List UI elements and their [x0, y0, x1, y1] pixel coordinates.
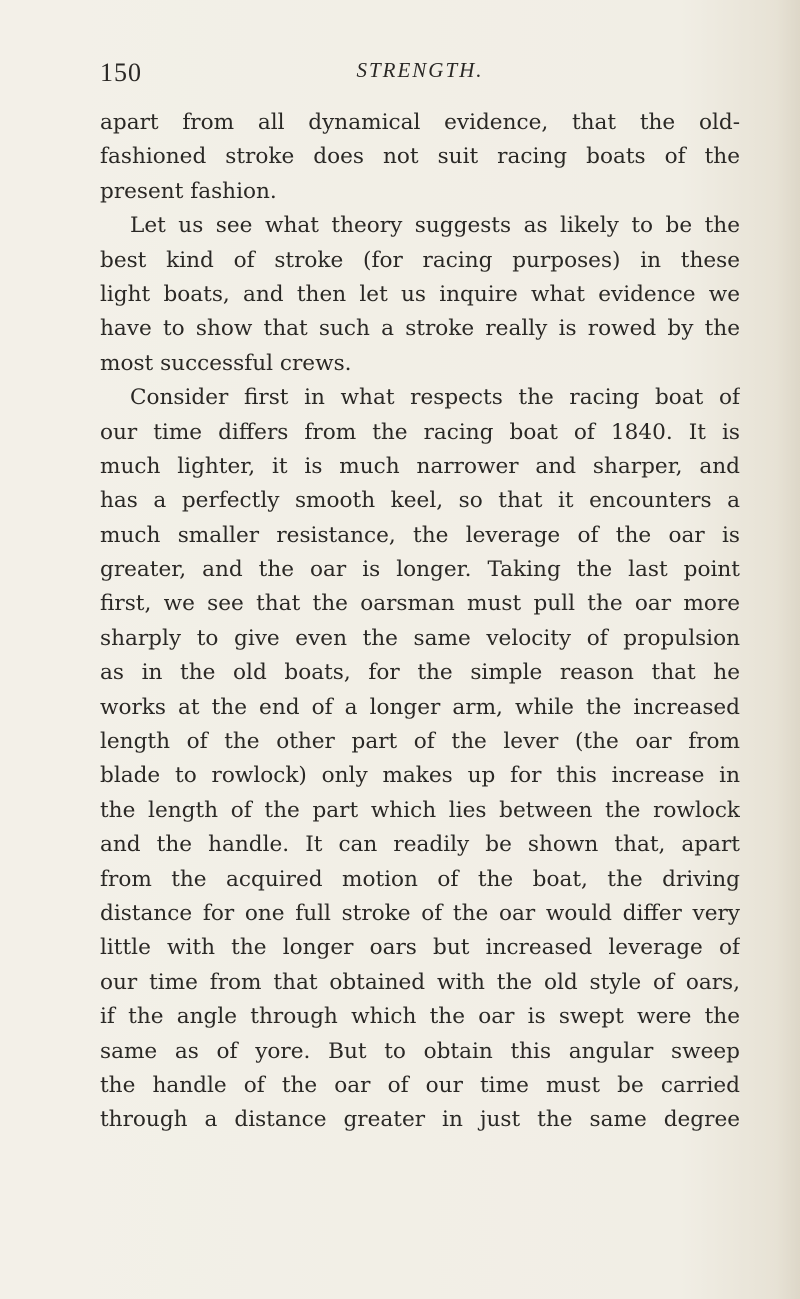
- text-line: greater, and the oar is longer. Taking the last point: [100, 557, 740, 583]
- text-line: best kind of stroke (for racing purposes) in these: [100, 247, 740, 273]
- page-number: 150: [100, 58, 142, 87]
- text-line: the length of the part which lies between the rowlock: [100, 797, 740, 823]
- text-line: much lighter, it is much narrower and sharper, and: [100, 453, 740, 479]
- text-line: the handle of the oar of our time must be carried: [100, 1072, 740, 1098]
- text-line: through a distance greater in just the same degree: [100, 1107, 740, 1133]
- text-line: fashioned stroke does not suit racing boats of the: [100, 144, 740, 170]
- text-line: most successful crews.: [100, 350, 352, 376]
- text-line: sharply to give even the same velocity of propulsion: [100, 625, 740, 651]
- text-line: from the acquired motion of the boat, the driving: [100, 866, 740, 892]
- text-line: Consider first in what respects the racing boat of: [130, 385, 740, 411]
- text-line: present fashion.: [100, 178, 277, 204]
- text-line: and the handle. It can readily be shown that, apart: [100, 832, 740, 858]
- text-line: as in the old boats, for the simple reason that he: [100, 660, 740, 686]
- text-line: much smaller resistance, the leverage of the oar is: [100, 522, 740, 548]
- text-line: light boats, and then let us inquire what evidence we: [100, 281, 740, 307]
- body-text: [100, 106, 740, 1138]
- text-line: apart from all dynamical evidence, that the old-: [100, 110, 740, 135]
- text-line: has a perfectly smooth keel, so that it encounters a: [100, 488, 740, 514]
- running-head: [100, 52, 740, 92]
- text-line: little with the longer oars but increased leverage of: [100, 935, 740, 961]
- running-title: STRENGTH.: [356, 58, 484, 82]
- text-line: same as of yore. But to obtain this angular sweep: [100, 1038, 740, 1064]
- text-line: have to show that such a stroke really is rowed by the: [100, 316, 740, 342]
- text-line: distance for one full stroke of the oar would differ very: [100, 900, 740, 926]
- text-line: works at the end of a longer arm, while the increased: [100, 694, 740, 720]
- text-line: blade to rowlock) only makes up for this increase in: [100, 763, 740, 789]
- text-line: our time from that obtained with the old style of oars,: [100, 969, 740, 995]
- text-line: Let us see what theory suggests as likely to be the: [130, 213, 740, 239]
- text-line: length of the other part of the lever (the oar from: [100, 729, 740, 755]
- text-line: first, we see that the oarsman must pull the oar more: [100, 591, 740, 617]
- text-line: our time differs from the racing boat of 1840. It is: [100, 419, 740, 445]
- text-line: if the angle through which the oar is swept were the: [100, 1004, 740, 1030]
